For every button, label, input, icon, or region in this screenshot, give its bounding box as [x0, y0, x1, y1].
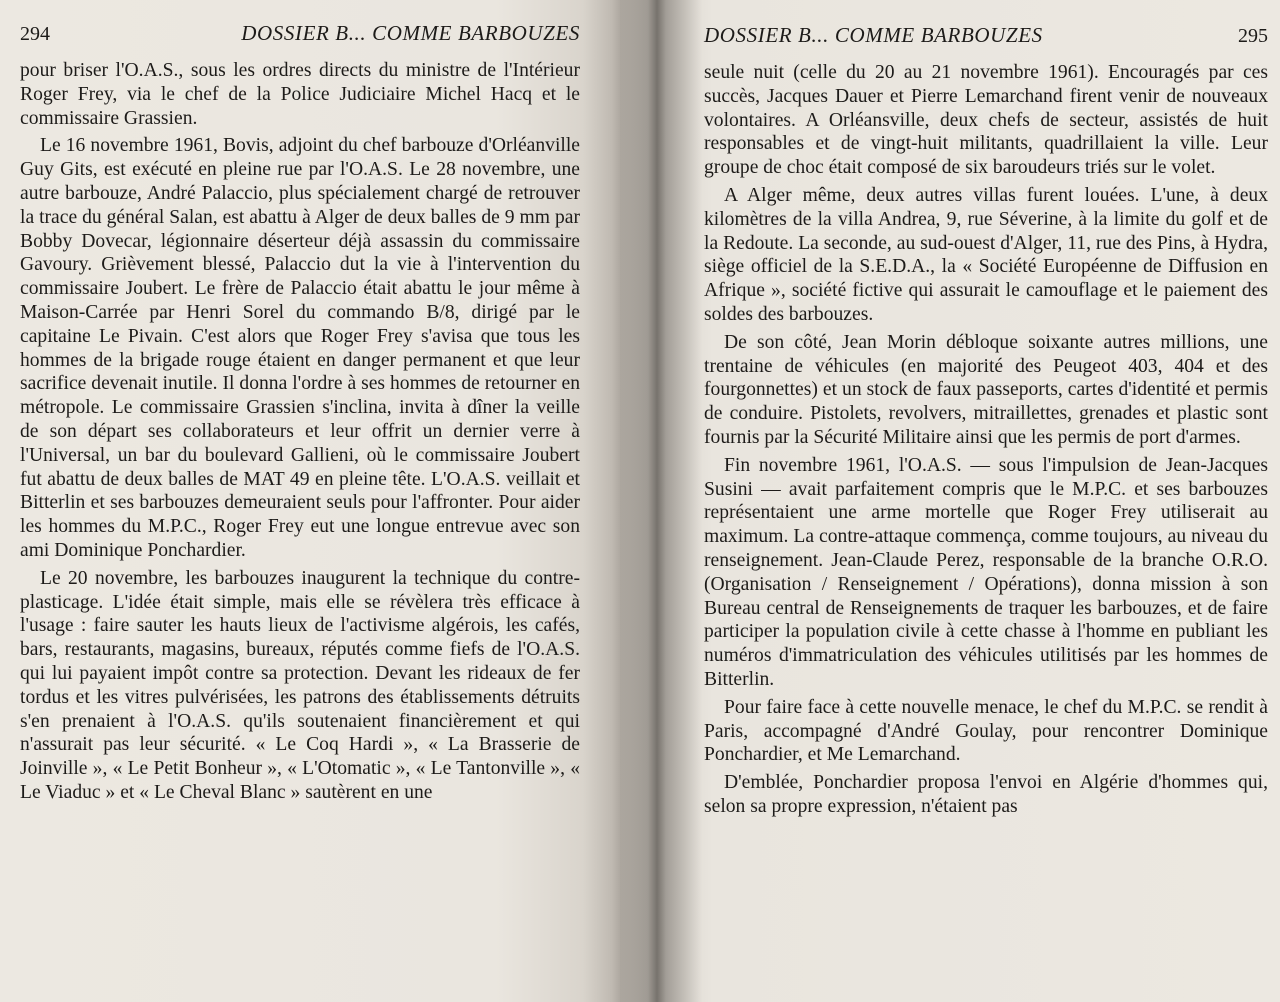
right-running-head: [704, 22, 1268, 49]
paragraph: D'emblée, Ponchardier proposa l'envoi en Algérie d'hommes qui, selon sa propre expression, n'étaient pas: [704, 772, 1268, 817]
paragraph: Le 16 novembre 1961, Bovis, adjoint du chef barbouze d'Orléanville Guy Gits, est exécuté en pleine rue par l'O.A.S. Le 28 novembre, une autre barbouze, André Palaccio, plus spécialement chargé de retrouver la trace du général Salan, est abattu à Alger de deux balles de 9 mm par Bobby Dovecar, légionnaire déserteur déjà assassin du commissaire Gavoury. Grièvement blessé, Palaccio dut la vie à l'intervention du commissaire Joubert. Le frère de Palaccio était abattu le jour même à Maison-Carrée par Henri Sorel du commando B/8, dirigé par le capitaine Le Pivain. C'est alors que Roger Frey s'avisa que tous les hommes de la brigade rouge étaient en danger permanent et que leur sacrifice devenait inutile. Il donna l'ordre à ses hommes de retourner en métropole. Le commissaire Grassien s'inclina, invita à dîner la veille de son départ ses collaborateurs et leur offrit un dernier verre à l'Universal, un bar du boulevard Gallieni, où le commissaire Joubert fut abattu de deux balles de MAT 49 en pleine tête. L'O.A.S. veillait et Bitterlin et ses barbouzes demeuraient seuls pour l'affronter. Pour aider les hommes du M.P.C., Roger Frey eut une longue entrevue avec son ami Dominique Ponchardier.: [20, 135, 580, 561]
left-running-head: [20, 20, 580, 47]
left-page: [0, 0, 620, 1002]
paragraph: Pour faire face à cette nouvelle menace, le chef du M.P.C. se rendit à Paris, accompagné d'André Goulay, pour rencontrer Dominique Ponchardier, et Me Lemarchand.: [704, 696, 1268, 766]
paragraph: De son côté, Jean Morin débloque soixante autres millions, une trentaine de véhicules (en majorité des Peugeot 403, 404 et des fourgonnettes) et un stock de faux passeports, cartes d'identité et permis de conduire. Pistolets, revolvers, mitraillettes, grenades et plastic sont fournis par la Sécurité Militaire ainsi que les permis de port d'armes.: [704, 331, 1268, 448]
paragraph: seule nuit (celle du 20 au 21 novembre 1961). Encouragés par ces succès, Jacques Dauer et Pierre Lemarchand firent venir de nouveaux volontaires. A Orléansville, deux chefs de secteur, assistés de huit responsables et de vingt-huit militants, quadrillaient la ville. Leur groupe de choc était composé de six baroudeurs triés sur le volet.: [704, 62, 1268, 179]
left-page-text: [20, 59, 580, 805]
right-page-text: [704, 61, 1268, 819]
right-page: [620, 0, 1280, 1002]
right-running-title: DOSSIER B... COMME BARBOUZES: [704, 23, 1043, 47]
paragraph: Le 20 novembre, les barbouzes inaugurent la technique du contre-plasticage. L'idée était simple, mais elle se révèlera très efficace à l'usage : faire sauter les hauts lieux de l'activisme algérois, les cafés, bars, restaurants, magasins, bureaux, réputés comme fiefs de l'O.A.S. qui lui payaient impôt contre sa protection. Devant les rideaux de fer tordus et les vitres pulvérisées, les patrons des établissements détruits s'en prenaient à l'O.A.S. qu'ils soutenaient financièrement et qui n'assurait pas leur sécurité. « Le Coq Hardi », « La Brasserie de Joinville », « Le Petit Bonheur », « L'Otomatic », « Le Tantonville », « Le Viaduc » et « Le Cheval Blanc » sautèrent en une: [20, 567, 580, 803]
paragraph: Fin novembre 1961, l'O.A.S. — sous l'impulsion de Jean-Jacques Susini — avait parfaitement compris que le M.P.C. et ses barbouzes représentaient une arme mortelle que Roger Frey utiliserait au maximum. La contre-attaque commença, comme toujours, au niveau du renseignement. Jean-Claude Perez, responsable de la branche O.R.O. (Organisation / Renseignement / Opérations), donna mission à son Bureau central de Renseignements de traquer les barbouzes, et de faire participer la population civile à cette chasse à l'homme en publiant les numéros d'immatriculation des véhicules utilitisés par les hommes de Bitterlin.: [704, 454, 1268, 690]
paragraph: A Alger même, deux autres villas furent louées. L'une, à deux kilomètres de la villa Andrea, 9, rue Séverine, à la limite du golf et de la Redoute. La seconde, au sud-ouest d'Alger, 11, rue des Pins, à Hydra, siège officiel de la S.E.D.A., la « Société Européenne de Diffusion en Afrique », société fictive qui assurait le camouflage et le paiement des soldes des barbouzes.: [704, 184, 1268, 325]
left-page-number: 294: [20, 23, 50, 45]
left-running-title: DOSSIER B... COMME BARBOUZES: [241, 21, 580, 45]
right-page-number: 295: [1238, 25, 1268, 47]
paragraph: pour briser l'O.A.S., sous les ordres directs du ministre de l'Intérieur Roger Frey, via le chef de la Police Judiciaire Michel Hacq et le commissaire Grassien.: [20, 60, 580, 129]
